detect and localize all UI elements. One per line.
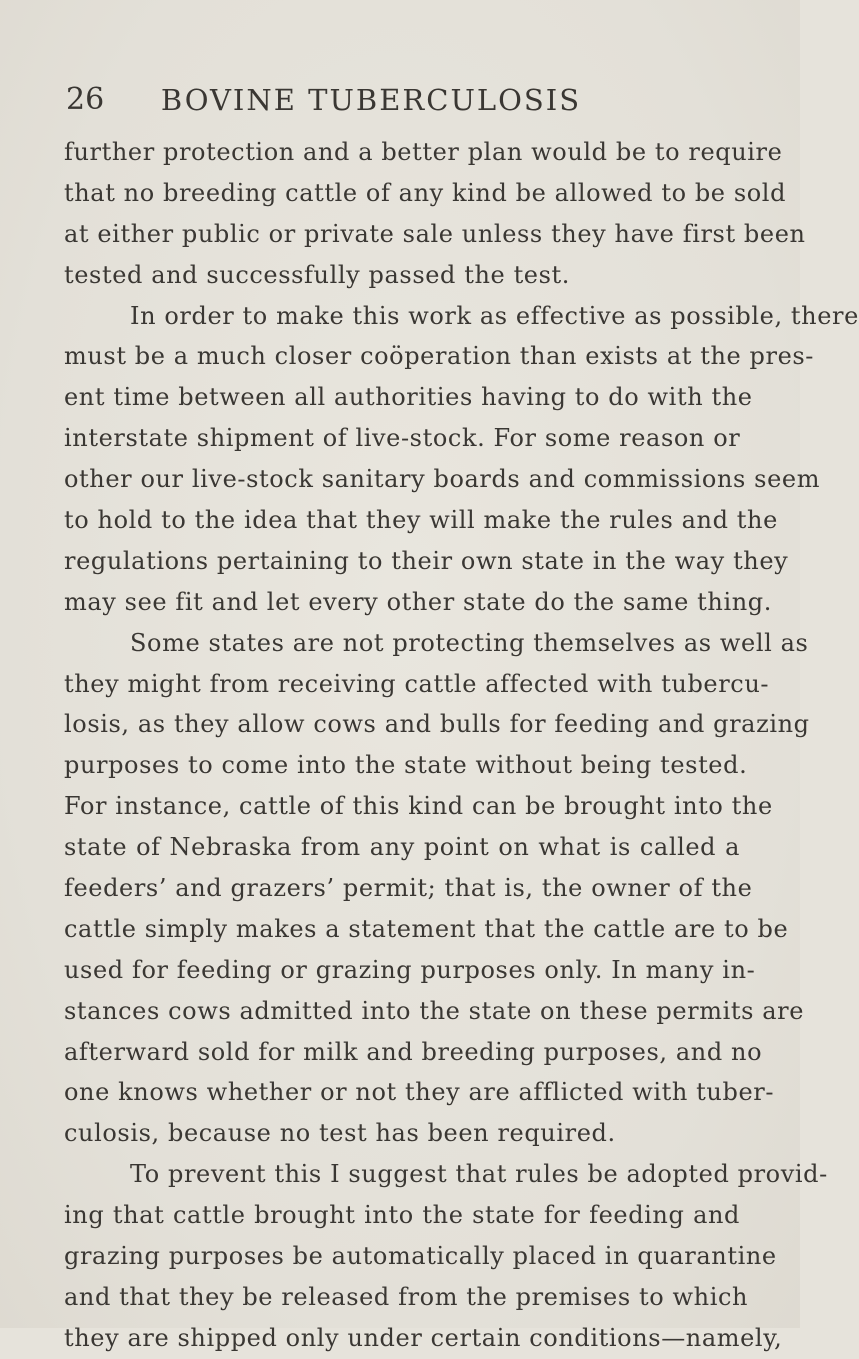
text-line: ing that cattle brought into the state for feeding and — [64, 1201, 740, 1230]
text-line: To prevent this I suggest that rules be adopted provid- — [130, 1160, 828, 1189]
text-line: and that they be released from the premises to which — [64, 1282, 749, 1311]
text-line: further protection and a better plan would be to require — [64, 138, 783, 166]
text-line: tested and successfully passed the test. — [64, 260, 571, 289]
text-line: at either public or private sale unless they have first been — [64, 219, 806, 248]
text-line: interstate shipment of live-stock. For some reason or — [64, 424, 741, 453]
text-line: one knows whether or not they are afflicted with tuber- — [64, 1078, 775, 1107]
text-line: they might from receiving cattle affected with tubercu- — [64, 669, 770, 698]
text-line: they are shipped only under certain conditions—namely, — [64, 1323, 783, 1352]
text-line: stances cows admitted into the state on these permits are — [64, 996, 805, 1025]
text-line: For instance, cattle of this kind can be brought into the — [64, 792, 773, 821]
text-line: grazing purposes be automatically placed in quarantine — [64, 1242, 777, 1271]
text-line: must be a much closer coöperation than exists at the pres- — [64, 342, 815, 371]
text-line: culosis, because no test has been required. — [64, 1119, 616, 1148]
text-line: cattle simply makes a statement that the cattle are to be — [64, 914, 789, 943]
text-line: afterward sold for milk and breeding purposes, and no — [64, 1037, 763, 1066]
text-line: state of Nebraska from any point on what is called a — [64, 833, 740, 862]
text-line: other our live-stock sanitary boards and commissions seem — [64, 465, 821, 494]
running-head: BOVINE TUBERCULOSIS — [160, 83, 582, 117]
text-line: regulations pertaining to their own state in the way they — [64, 546, 789, 575]
text-line: Some states are not protecting themselves as well as — [130, 628, 809, 657]
body-text — [64, 132, 859, 1359]
text-line: purposes to come into the state without being tested. — [64, 751, 748, 780]
text-line: ent time between all authorities having to do with the — [64, 383, 753, 412]
page-number: 26 — [66, 82, 105, 117]
text-line: that no breeding cattle of any kind be allowed to be sold — [64, 178, 787, 207]
text-line: feeders’ and grazers’ permit; that is, the owner of the — [64, 874, 753, 903]
text-line: In order to make this work as effective as possible, there — [130, 301, 859, 330]
text-line: may see fit and let every other state do the same thing. — [64, 587, 772, 616]
text-line: used for feeding or grazing purposes only. In many in- — [64, 955, 756, 984]
text-line: to hold to the idea that they will make the rules and the — [64, 506, 778, 535]
page-header — [66, 80, 676, 120]
text-line: losis, as they allow cows and bulls for feeding and grazing — [64, 710, 810, 739]
